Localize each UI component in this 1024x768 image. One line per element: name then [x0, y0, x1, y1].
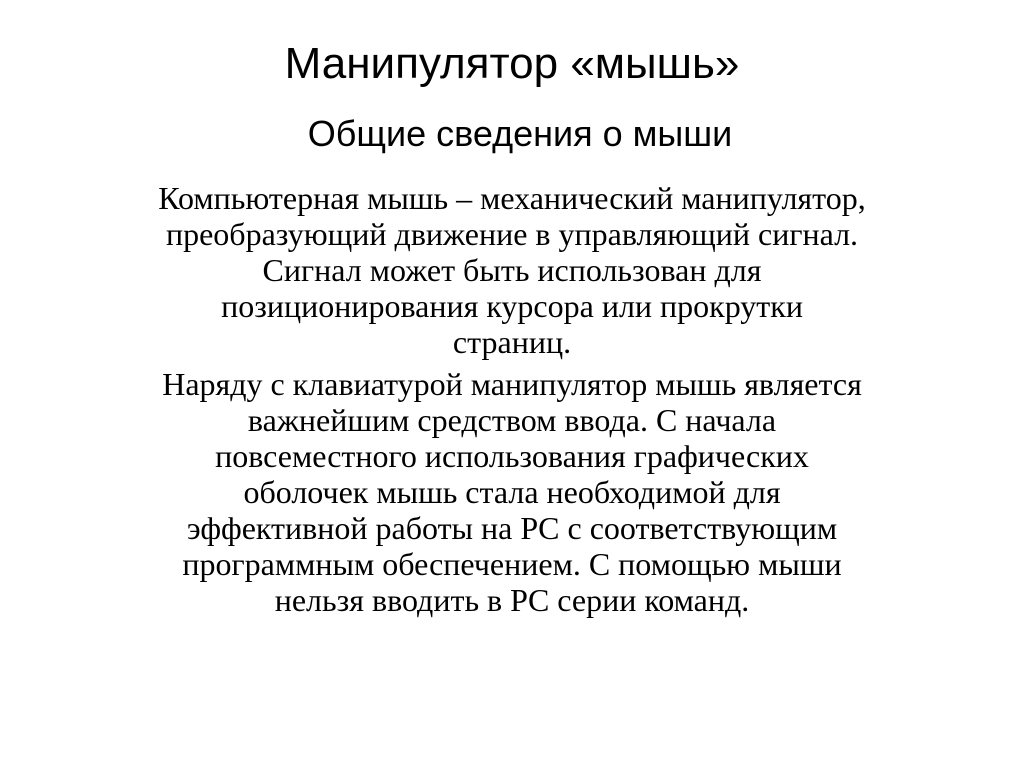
text-line: важнейшим средством ввода. С начала — [247, 402, 777, 438]
slide-body — [60, 180, 964, 618]
text-line: повсеместного использования графических — [215, 438, 809, 474]
text-line: страниц. — [452, 324, 572, 360]
paragraph-mouse-definition — [60, 180, 964, 360]
text-line: оболочек мышь стала необходимой для — [243, 474, 781, 510]
text-line: нельзя вводить в PC серии команд. — [274, 582, 750, 618]
text-line: Компьютерная мышь – механический манипулятор, — [158, 180, 866, 216]
slide-title: Манипулятор «мышь» — [284, 39, 740, 88]
text-line: Наряду с клавиатурой манипулятор мышь является — [162, 366, 862, 402]
paragraph-mouse-importance — [60, 366, 964, 618]
text-line: эффективной работы на PC с соответствующим — [186, 510, 838, 546]
slide-subtitle: Общие сведения о мыши — [307, 113, 733, 154]
text-line: позиционирования курсора или прокрутки — [221, 288, 803, 324]
text-line: преобразующий движение в управляющий сигнал. — [165, 216, 859, 252]
text-line: Сигнал может быть использован для — [262, 252, 762, 288]
text-line: программным обеспечением. С помощью мыши — [182, 546, 842, 582]
